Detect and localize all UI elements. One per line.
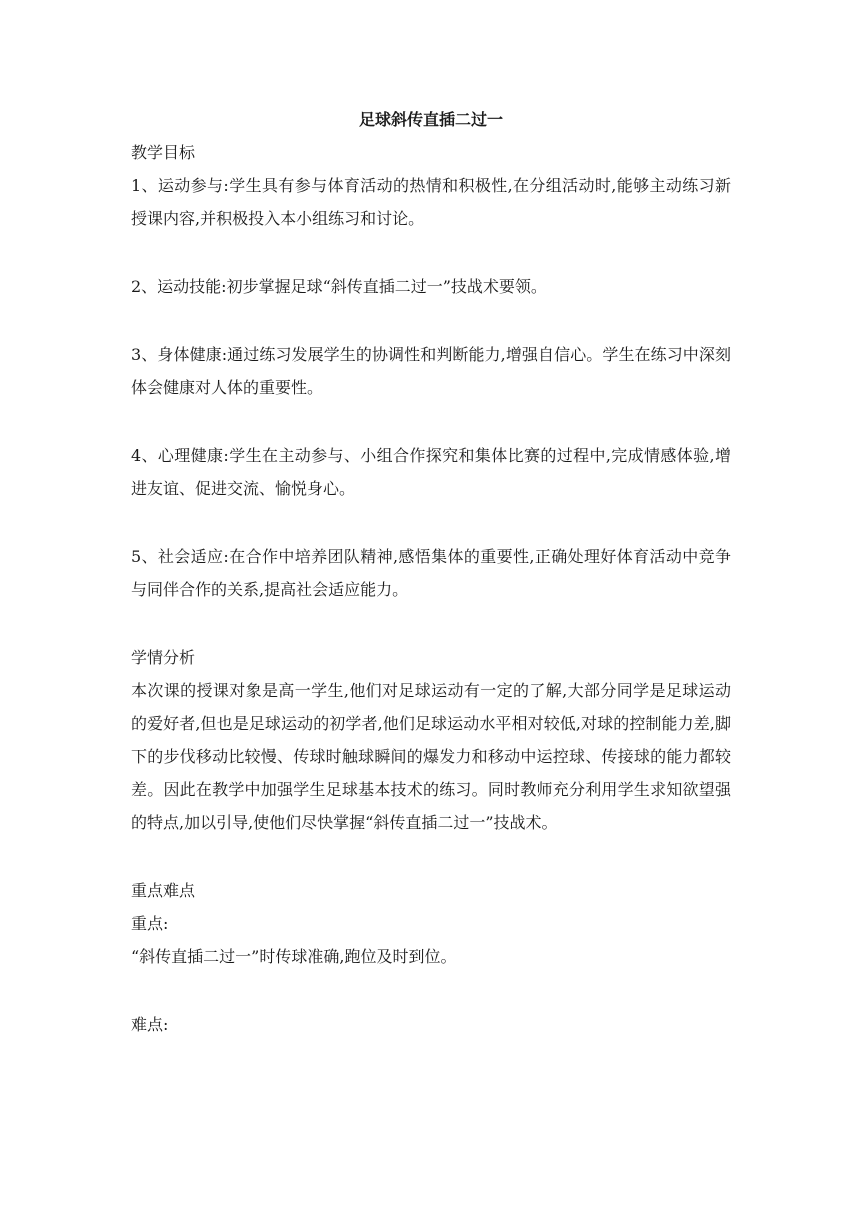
section-heading-goals: 教学目标 [131,143,196,162]
spacer [131,404,731,439]
document-title: 足球斜传直插二过一 [358,110,503,129]
document-page [131,108,731,1041]
spacer [131,303,731,338]
goal-item-4: 4、心理健康:学生在主动参与、小组合作探究和集体比赛的过程中,完成情感体验,增进友谊、促进交流、愉悦身心。 [131,446,731,498]
goal-item-1: 1、运动参与:学生具有参与体育活动的热情和积极性,在分组活动时,能够主动练习新授课内容,并积极投入本小组练习和讨论。 [131,176,731,228]
key-point-text: “斜传直插二过一”时传球准确,跑位及时到位。 [131,947,457,966]
spacer [131,973,731,1008]
spacer [131,606,731,641]
spacer [131,505,731,540]
goal-item-2: 2、运动技能:初步掌握足球“斜传直插二过一”技战术要领。 [131,277,547,296]
goal-item-5: 5、社会适应:在合作中培养团队精神,感悟集体的重要性,正确处理好体育活动中竞争与同伴合作的关系,提高社会适应能力。 [131,547,731,599]
spacer [131,839,731,874]
section-heading-analysis: 学情分析 [131,648,196,667]
difficulty-label: 难点: [131,1015,169,1034]
analysis-paragraph: 本次课的授课对象是高一学生,他们对足球运动有一定的了解,大部分同学是足球运动的爱好者,但也是足球运动的初学者,他们足球运动水平相对较低,对球的控制能力差,脚下的步伐移动比较慢、传球时触球瞬间的爆发力和移动中运控球、传接球的能力都较差。因此在教学中加强学生足球基本技术的练习。同时教师充分利用学生求知欲望强的特点,加以引导,使他们尽快掌握“斜传直插二过一”技战术。 [131,681,731,832]
key-point-label: 重点: [131,914,169,933]
spacer [131,235,731,270]
goal-item-3: 3、身体健康:通过练习发展学生的协调性和判断能力,增强自信心。学生在练习中深刻体会健康对人体的重要性。 [131,345,731,397]
section-heading-key-points: 重点难点 [131,881,196,900]
